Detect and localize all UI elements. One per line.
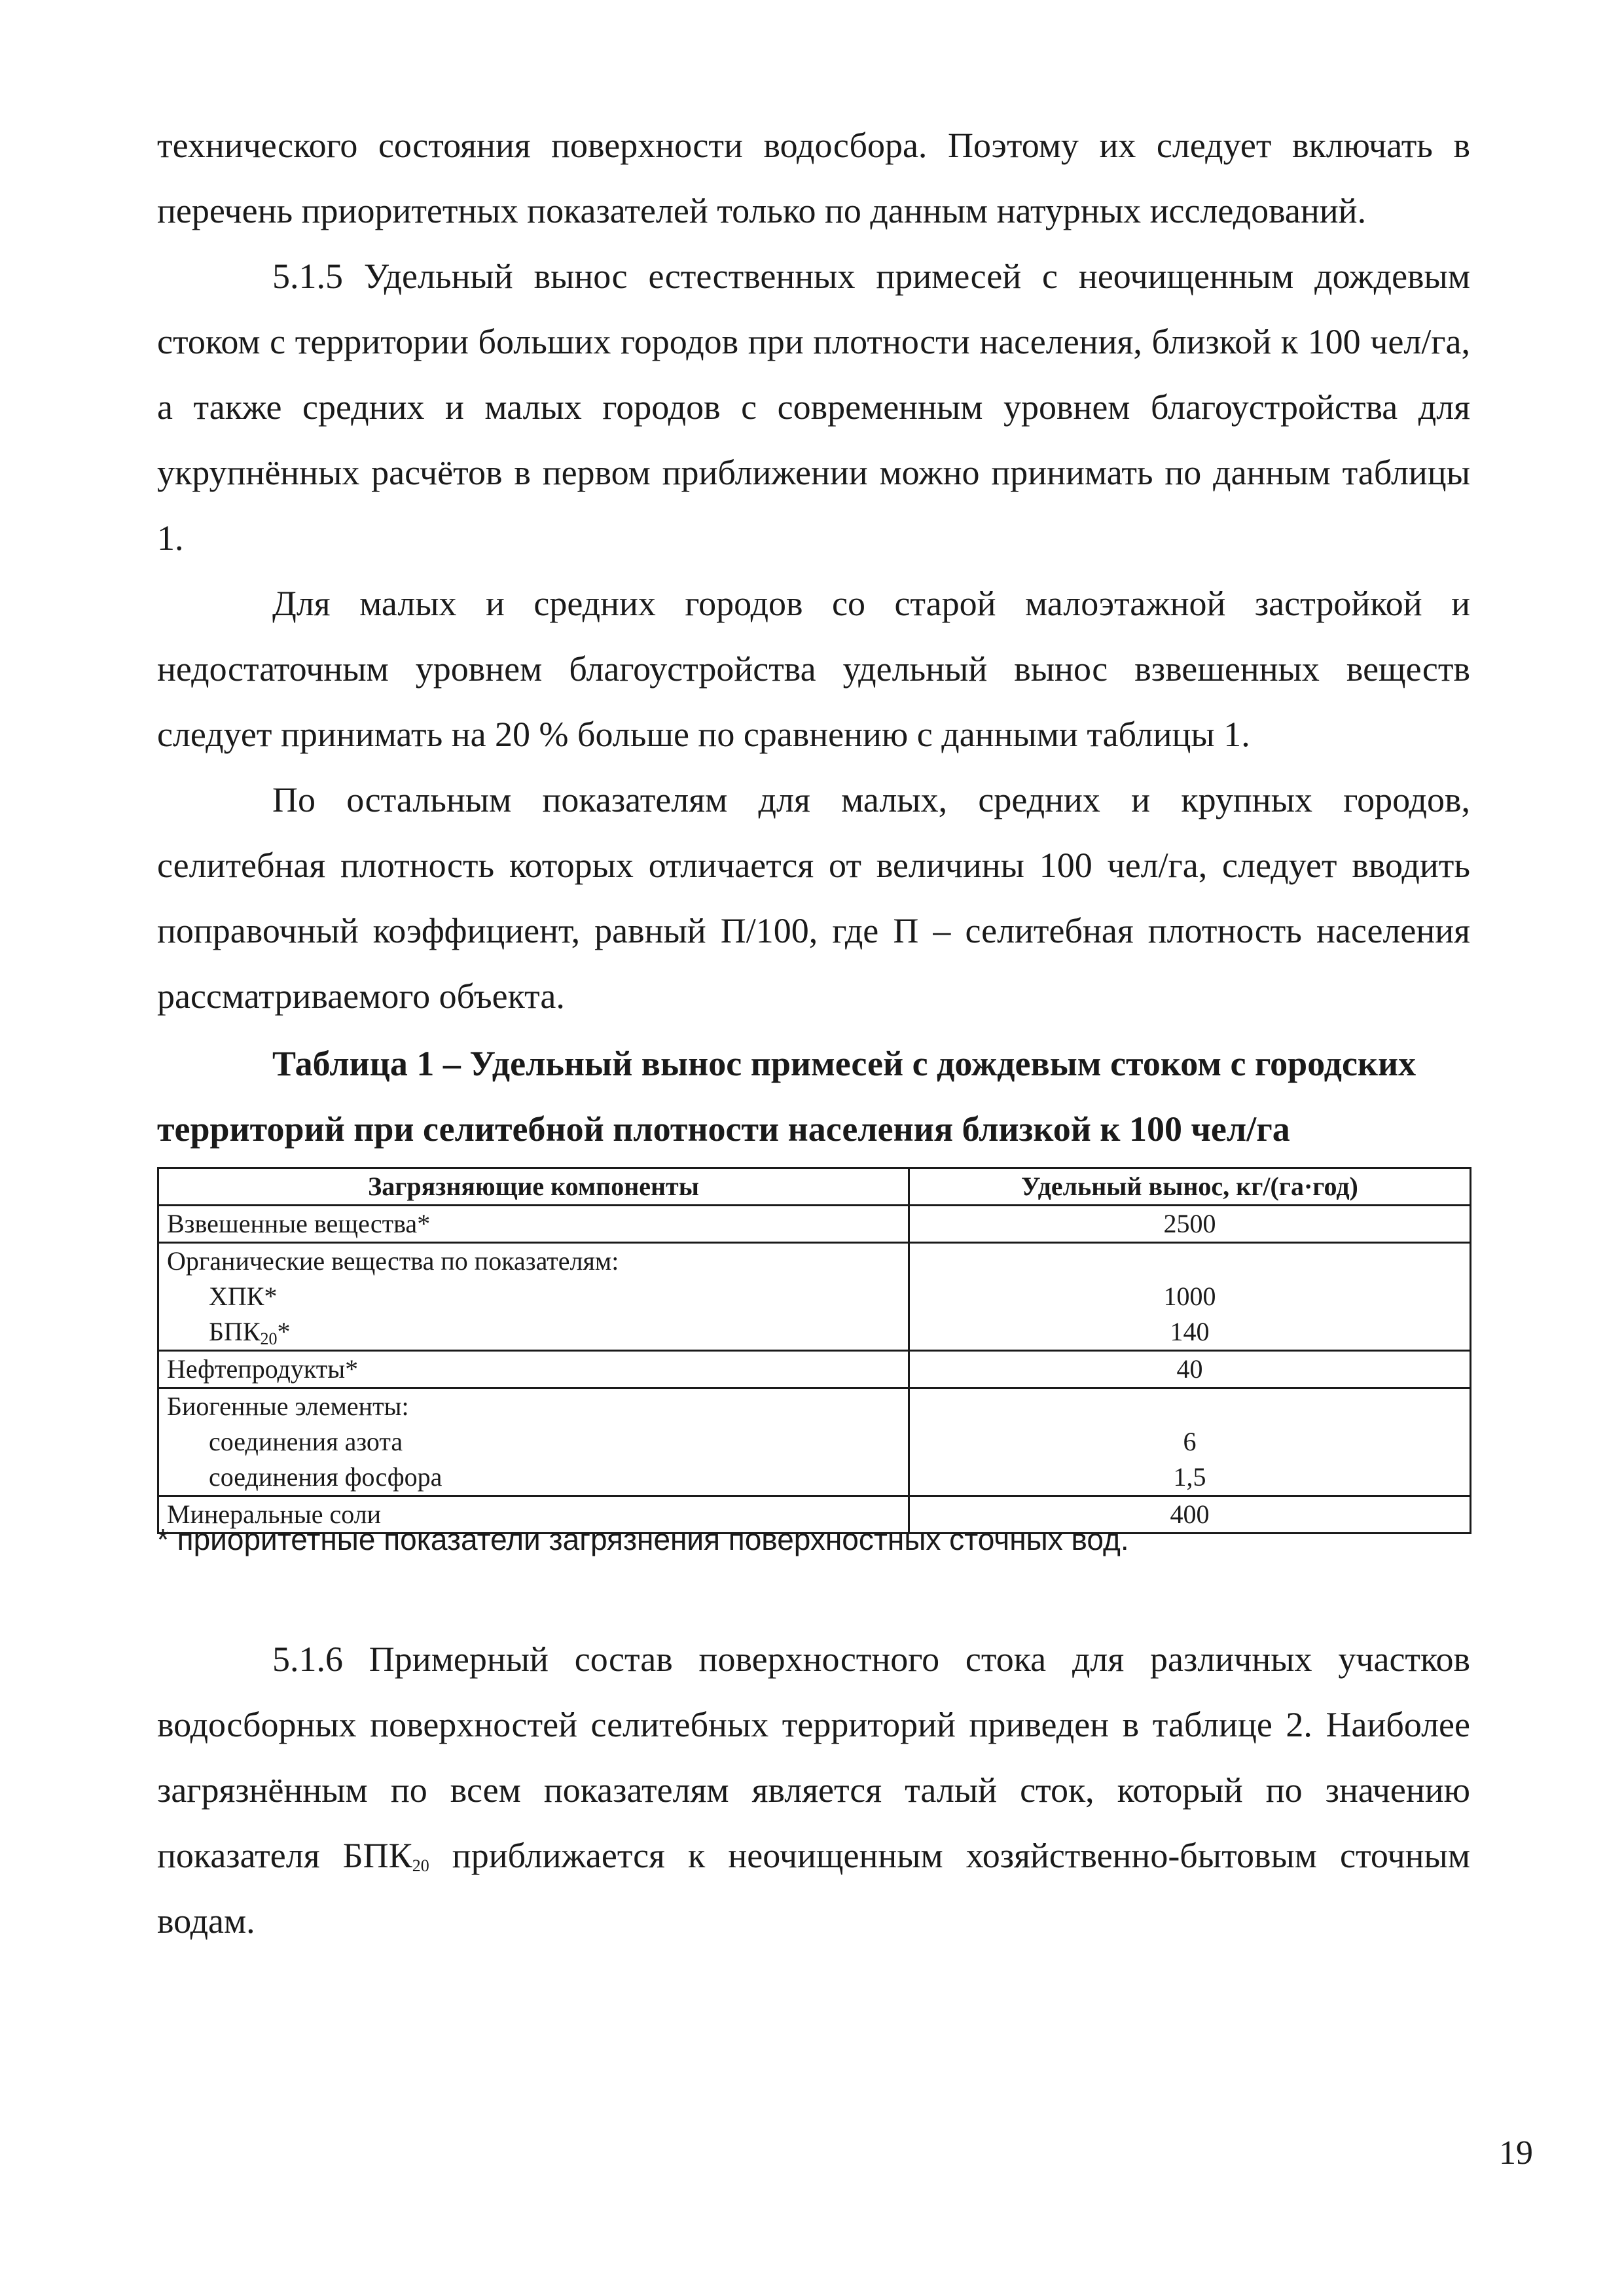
paragraph-small-towns: Для малых и средних городов со старой малоэтажной застройкой и недостаточным уровнем благоустройства удельный вынос взвешенных веществ следует принимать на 20 % больше по сравнению с данными таблицы 1. [157,584,1470,754]
paragraph-5-1-6: 5.1.6 Примерный состав поверхностного стока для различных участков водосборных поверхностей селитебных территорий приведен в таблице 2. Наиболее загрязнённым по всем показателям является талый сток, который по значению показателя $БПК_{20}$ приближается к неочищенным хозяйственно-бытовым сточным водам. [157,1640,1470,1941]
row-name [158,1243,909,1351]
table-caption [157,1031,1470,1162]
row-value: 40 [909,1351,1471,1388]
cod-value: 1000 [1163,1282,1216,1311]
table-caption-line-1: Таблица 1 – Удельный вынос примесей с дождевым стоком с городских [272,1044,1416,1083]
phosphorus-value: 1,5 [1173,1462,1206,1492]
pollutant-table [157,1167,1471,1534]
row-name: Взвешенные вещества* [158,1206,909,1243]
bod-label: $БПК_{20}*$ [209,1317,291,1348]
table-row [158,1206,1471,1243]
table-caption-line-2: территорий при селитебной плотности населения близкой к 100 чел/га [157,1109,1290,1149]
paragraph-continuation: технического состояния поверхности водосбора. Поэтому их следует включать в перечень приоритетных показателей только по данным натурных исследований. [157,126,1470,230]
table-row [158,1351,1471,1388]
table-row [158,1388,1471,1496]
row-value: 2500 [909,1206,1471,1243]
table-header-row [158,1168,1471,1206]
row-value [909,1243,1471,1351]
paragraph-correction-factor: По остальным показателям для малых, средних и крупных городов, селитебная плотность которых отличается от величины 100 чел/га, следует вводить поправочный коэффициент, равный П/100, где П – селитебная плотность населения рассматриваемого объекта. [157,780,1470,1016]
header-specific-load: Удельный вынос, кг/(га·год) [909,1168,1471,1206]
table-footnote: * приоритетные показатели загрязнения поверхностных сточных вод. [157,1522,1129,1556]
nitrogen-label: соединения азота [209,1427,403,1456]
bod-value: 140 [1170,1317,1210,1346]
paragraph-5-1-5: 5.1.5 Удельный вынос естественных примесей с неочищенным дождевым стоком с территории больших городов при плотности населения, близкой к 100 чел/га, а также средних и малых городов с современным уровнем благоустройства для укрупнённых расчётов в первом приближении можно принимать по данным таблицы 1. [157,257,1470,558]
row-value: 400 [909,1496,1471,1534]
row-name: Нефтепродукты* [158,1351,909,1388]
biogenic-heading: Биогенные элементы: [167,1391,409,1421]
organic-heading: Органические вещества по показателям: [167,1246,619,1276]
row-value [909,1388,1471,1496]
row-name [158,1388,909,1496]
header-components: Загрязняющие компоненты [158,1168,909,1206]
row-name: Минеральные соли [158,1496,909,1534]
table-row [158,1243,1471,1351]
nitrogen-value: 6 [1183,1427,1197,1456]
phosphorus-label: соединения фосфора [209,1462,442,1492]
cod-label: ХПК* [209,1282,278,1311]
page-number: 19 [1499,2134,1533,2172]
